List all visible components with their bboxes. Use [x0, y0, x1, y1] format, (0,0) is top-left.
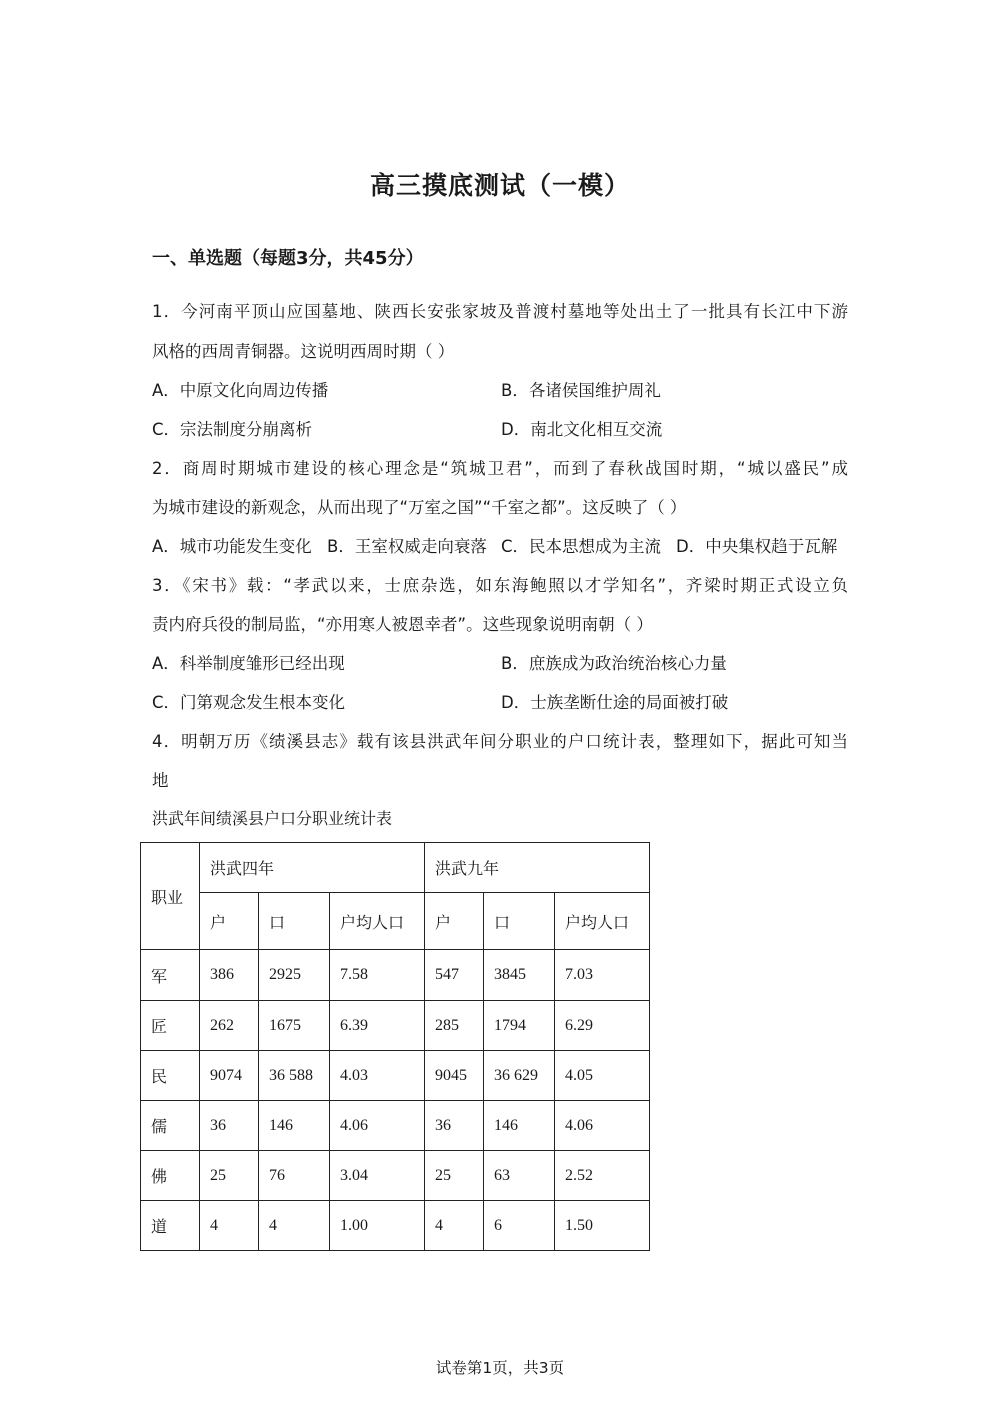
- q2-option-a: A．城市功能发生变化: [152, 537, 312, 556]
- q2-option-c: C．民本思想成为主流: [501, 537, 662, 556]
- table-cell: 9074: [200, 1051, 259, 1101]
- table-subheader: 户: [425, 893, 484, 950]
- table-cell: 4.06: [555, 1101, 650, 1151]
- table-cell: 4.05: [555, 1051, 650, 1101]
- table-group-header: 洪武四年: [200, 843, 425, 893]
- table-cell: 4: [200, 1201, 259, 1251]
- table-cell: 36: [200, 1101, 259, 1151]
- table-row: [141, 1001, 650, 1051]
- table-row: [141, 1201, 650, 1251]
- table-subheader: 户均人口: [330, 893, 425, 950]
- table-cell: 25: [425, 1151, 484, 1201]
- page-title: 高三摸底测试（一模）: [369, 171, 630, 200]
- q2-stem-line2: 为城市建设的新观念，从而出现了“万室之国”“千室之都”。这反映了（ ）: [152, 498, 687, 517]
- q3-option-d: D．士族垄断仕途的局面被打破: [501, 693, 729, 712]
- q2-option-b: B．王室权威走向衰落: [327, 537, 487, 556]
- table-subheader: 口: [259, 893, 330, 950]
- table-cell: 386: [200, 950, 259, 1001]
- table-row: [141, 1051, 650, 1101]
- table-cell: 7.03: [555, 950, 650, 1001]
- table-cell: 36 629: [484, 1051, 555, 1101]
- q1-option-c: C．宗法制度分崩离析: [152, 420, 313, 439]
- q2-option-d: D．中央集权趋于瓦解: [676, 537, 838, 556]
- table-cell: 6.29: [555, 1001, 650, 1051]
- table-cell: 4: [425, 1201, 484, 1251]
- q1-stem-line1: 1．今河南平顶山应国墓地、陕西长安张家坡及普渡村墓地等处出土了一批具有长江中下游: [152, 302, 848, 321]
- table-cell: 1.50: [555, 1201, 650, 1251]
- table-cell: 4.06: [330, 1101, 425, 1151]
- table-cell-occupation: 民: [141, 1051, 200, 1101]
- table-row: [141, 1151, 650, 1201]
- table-cell: 4.03: [330, 1051, 425, 1101]
- population-table: [140, 842, 650, 1251]
- table-cell: 36: [425, 1101, 484, 1151]
- table-cell: 36 588: [259, 1051, 330, 1101]
- table-subheader: 口: [484, 893, 555, 950]
- table-cell: 146: [484, 1101, 555, 1151]
- table-row: [141, 950, 650, 1001]
- q3-stem-line1: 3．《宋书》载：“孝武以来，士庶杂选，如东海鲍照以才学知名”，齐梁时期正式设立负: [152, 576, 848, 595]
- table-cell: 3.04: [330, 1151, 425, 1201]
- table-cell: 3845: [484, 950, 555, 1001]
- table-cell: 2.52: [555, 1151, 650, 1201]
- q1-option-d: D．南北文化相互交流: [501, 420, 663, 439]
- q1-stem-line2: 风格的西周青铜器。这说明西周时期（ ）: [152, 342, 455, 361]
- table-cell: 6: [484, 1201, 555, 1251]
- table-cell: 7.58: [330, 950, 425, 1001]
- table-corner-header: 职业: [141, 843, 200, 950]
- table-cell: 262: [200, 1001, 259, 1051]
- table-cell: 63: [484, 1151, 555, 1201]
- table-cell-occupation: 儒: [141, 1101, 200, 1151]
- table-subheader: 户: [200, 893, 259, 950]
- table-cell: 1.00: [330, 1201, 425, 1251]
- table-cell: 146: [259, 1101, 330, 1151]
- table-caption: 洪武年间绩溪县户口分职业统计表: [152, 809, 393, 828]
- page-footer: 试卷第1页，共3页: [435, 1359, 565, 1377]
- table-cell: 1675: [259, 1001, 330, 1051]
- table-cell: 6.39: [330, 1001, 425, 1051]
- table-cell-occupation: 道: [141, 1201, 200, 1251]
- q1-option-a: A．中原文化向周边传播: [152, 381, 329, 400]
- table-cell: 76: [259, 1151, 330, 1201]
- table-cell-occupation: 军: [141, 950, 200, 1001]
- q4-stem-line2: 地: [152, 771, 169, 790]
- table-cell-occupation: 佛: [141, 1151, 200, 1201]
- table-cell: 547: [425, 950, 484, 1001]
- table-cell: 9045: [425, 1051, 484, 1101]
- table-subheader: 户均人口: [555, 893, 650, 950]
- table-cell: 2925: [259, 950, 330, 1001]
- table-cell: 4: [259, 1201, 330, 1251]
- q1-option-b: B．各诸侯国维护周礼: [501, 381, 661, 400]
- table-cell-occupation: 匠: [141, 1001, 200, 1051]
- table-cell: 25: [200, 1151, 259, 1201]
- q3-stem-line2: 责内府兵役的制局监，“亦用寒人被恩幸者”。这些现象说明南朝（ ）: [152, 615, 653, 634]
- q2-stem-line1: 2．商周时期城市建设的核心理念是“筑城卫君”，而到了春秋战国时期，“城以盛民”成: [152, 459, 848, 478]
- section-heading: 一、单选题（每题3分，共45分）: [152, 248, 424, 269]
- q3-option-b: B．庶族成为政治统治核心力量: [501, 654, 727, 673]
- table-cell: 1794: [484, 1001, 555, 1051]
- q4-stem-line1: 4．明朝万历《绩溪县志》载有该县洪武年间分职业的户口统计表，整理如下，据此可知当: [152, 732, 848, 751]
- table-group-header: 洪武九年: [425, 843, 650, 893]
- q3-option-a: A．科举制度雏形已经出现: [152, 654, 345, 673]
- table-row: [141, 1101, 650, 1151]
- q3-option-c: C．门第观念发生根本变化: [152, 693, 346, 712]
- table-cell: 285: [425, 1001, 484, 1051]
